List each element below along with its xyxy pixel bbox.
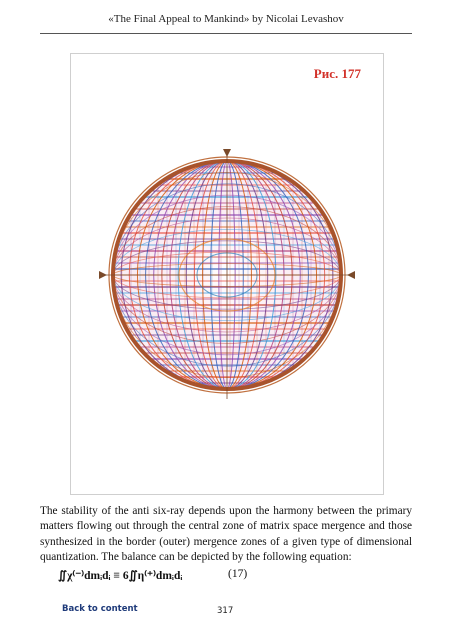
axis-marker — [347, 271, 355, 279]
equation: ∬χ⁽⁻⁾dmᵢdᵢ ≡ 6∬η⁽⁺⁾dmᵢdᵢ — [58, 570, 183, 582]
figure-caption: Рис. 177 — [313, 66, 361, 81]
axis-marker — [99, 271, 107, 279]
header-title: «The Final Appeal to Mankind» by Nicolai Levashov — [108, 13, 344, 25]
axis-marker — [223, 149, 231, 157]
body-paragraph: The stability of the anti six-ray depends upon the harmony between the primary matters flowing out through the central zone of matrix space mergence and those synthesized in the border (outer) mergence zones of a given type of dimensional quantization. The balance can be depicted by the following equation: — [40, 505, 412, 564]
header-divider — [40, 33, 412, 34]
page-number: 317 — [217, 606, 234, 616]
figure-panel — [70, 53, 384, 495]
back-to-content-link[interactable]: Back to content — [62, 604, 138, 614]
equation-number: (17) — [228, 568, 248, 580]
sphere-illustration — [71, 54, 383, 494]
